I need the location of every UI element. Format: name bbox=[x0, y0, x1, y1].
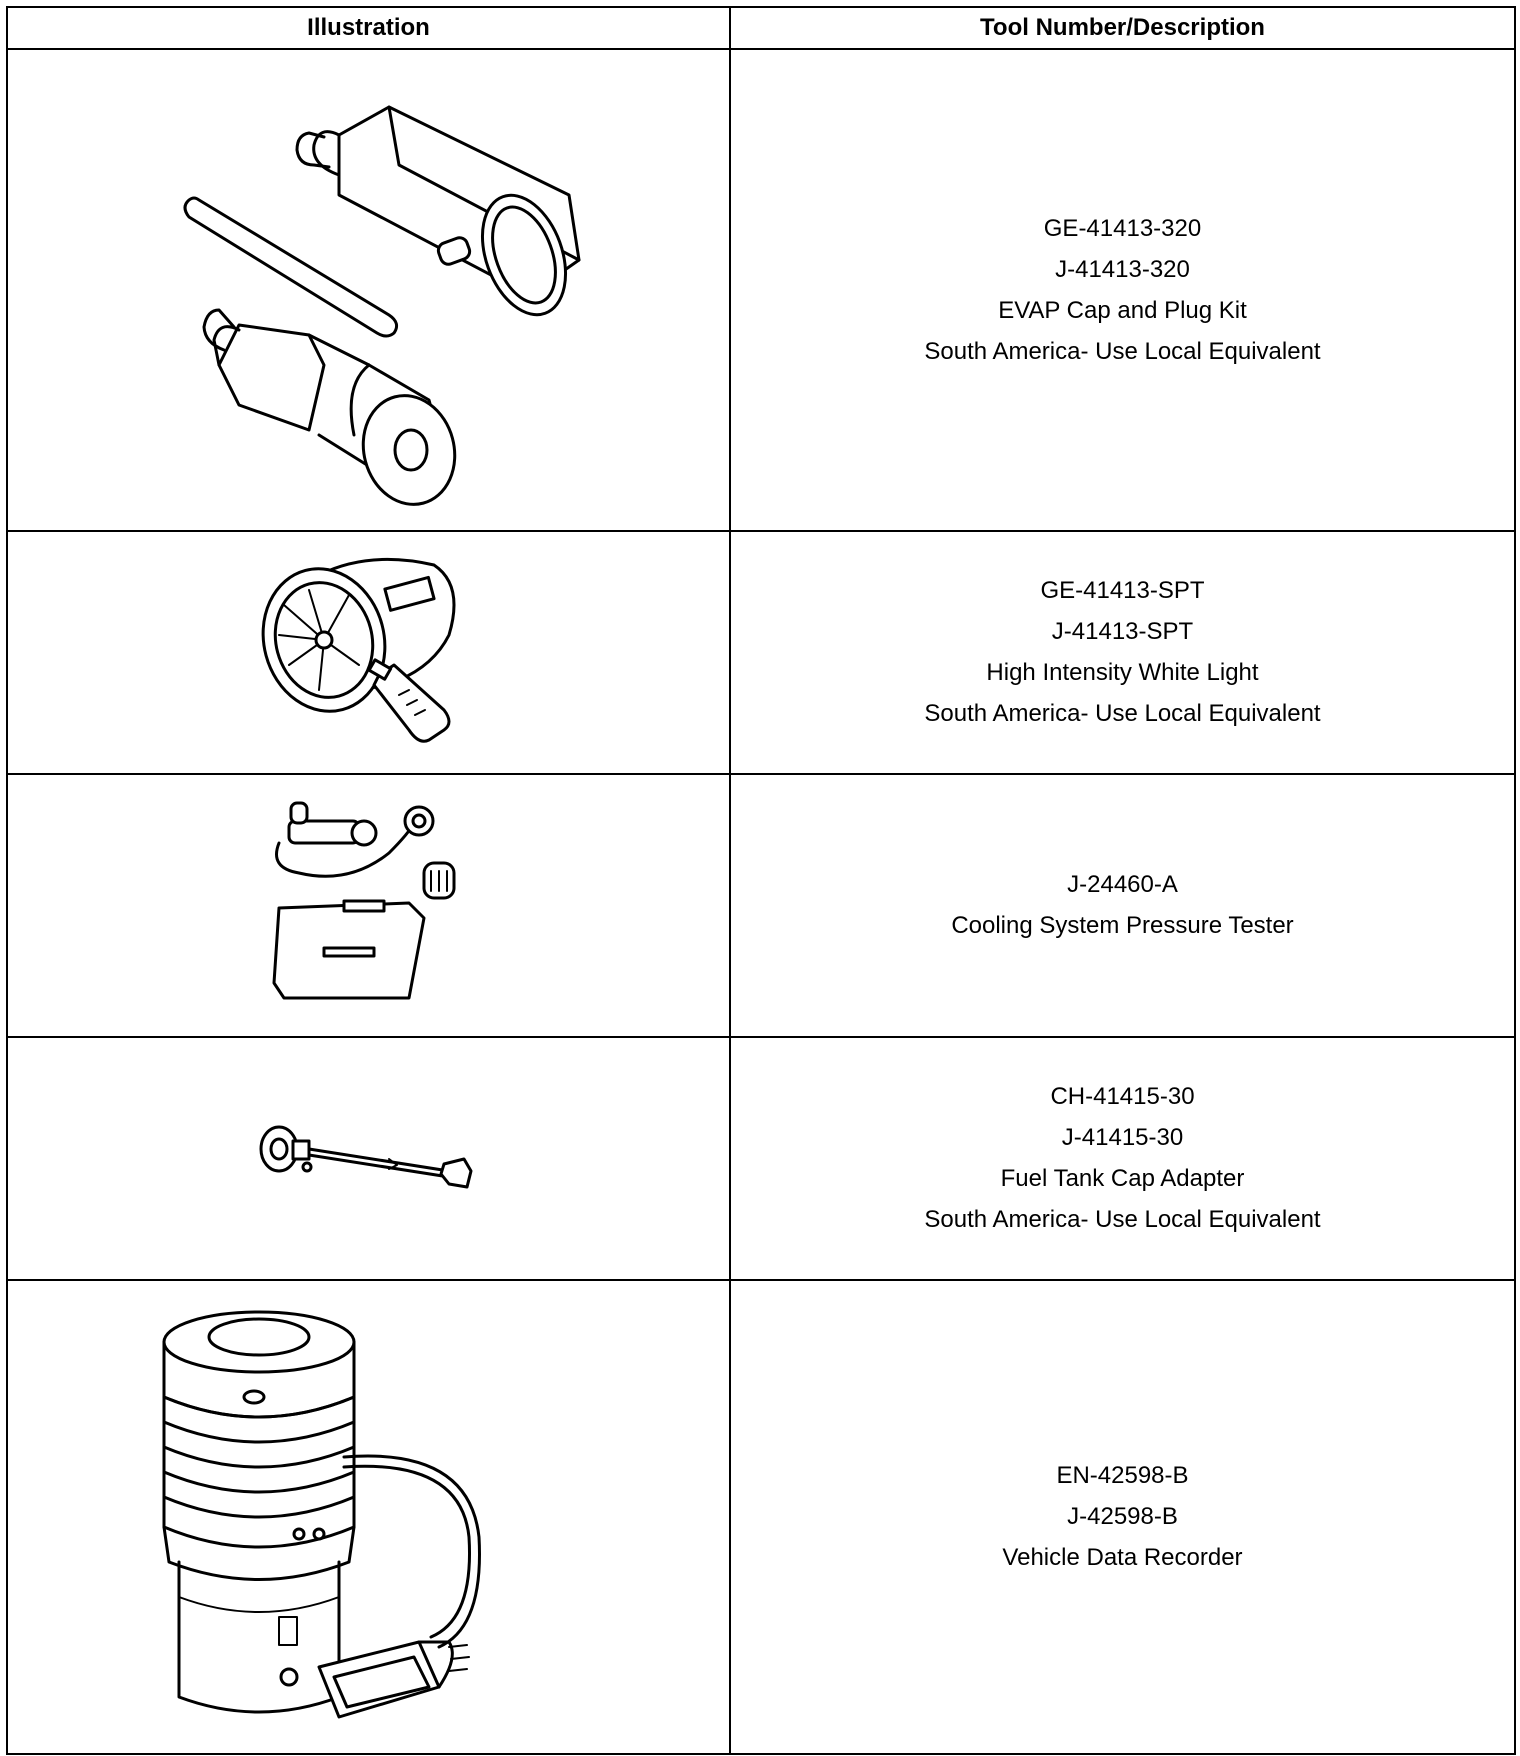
table-row bbox=[7, 774, 1515, 1037]
pressure-tester-drawing bbox=[249, 793, 489, 1018]
tool-number-secondary: J-42598-B bbox=[1067, 1503, 1178, 1530]
header-row bbox=[7, 7, 1515, 49]
white-light-drawing bbox=[249, 545, 489, 760]
tool-name: High Intensity White Light bbox=[986, 659, 1259, 686]
white-light-illustration bbox=[7, 531, 730, 774]
description-header: Tool Number/Description bbox=[730, 7, 1515, 49]
pressure-tester-illustration bbox=[7, 774, 730, 1037]
table-row bbox=[7, 531, 1515, 774]
tool-number-secondary: J-41413-320 bbox=[1055, 255, 1190, 283]
tool-name: Cooling System Pressure Tester bbox=[951, 912, 1294, 939]
tool-name: Fuel Tank Cap Adapter bbox=[1000, 1165, 1245, 1192]
tool-number-primary: J-24460-A bbox=[1067, 871, 1178, 898]
cap-adapter-illustration bbox=[7, 1037, 730, 1280]
region-note: South America- Use Local Equivalent bbox=[924, 337, 1321, 365]
cap-adapter-drawing bbox=[249, 1109, 489, 1209]
table-row bbox=[7, 1280, 1515, 1754]
data-recorder-drawing bbox=[149, 1297, 589, 1737]
tool-name: EVAP Cap and Plug Kit bbox=[998, 296, 1247, 324]
evap-cap-plug-kit-drawing bbox=[139, 65, 599, 515]
tool-number-primary: EN-42598-B bbox=[1056, 1462, 1189, 1489]
tool-number-primary: GE-41413-320 bbox=[1043, 214, 1202, 242]
tool-number-secondary: J-41413-SPT bbox=[1051, 618, 1194, 645]
tool-description bbox=[730, 1037, 1515, 1280]
special-tools-table bbox=[6, 6, 1516, 1755]
tool-number-primary: CH-41415-30 bbox=[1050, 1083, 1195, 1110]
region-note: South America- Use Local Equivalent bbox=[924, 700, 1321, 727]
tool-name: Vehicle Data Recorder bbox=[1002, 1544, 1243, 1571]
table-row bbox=[7, 49, 1515, 531]
tool-description bbox=[730, 774, 1515, 1037]
tool-description bbox=[730, 49, 1515, 531]
tool-number-primary: GE-41413-SPT bbox=[1040, 577, 1205, 604]
table-row bbox=[7, 1037, 1515, 1280]
region-note: South America- Use Local Equivalent bbox=[924, 1206, 1321, 1233]
data-recorder-illustration bbox=[7, 1280, 730, 1754]
tool-description bbox=[730, 531, 1515, 774]
evap-cap-plug-kit-illustration bbox=[7, 49, 730, 531]
tool-description bbox=[730, 1280, 1515, 1754]
illustration-header: Illustration bbox=[7, 7, 730, 49]
tool-number-secondary: J-41415-30 bbox=[1061, 1124, 1184, 1151]
